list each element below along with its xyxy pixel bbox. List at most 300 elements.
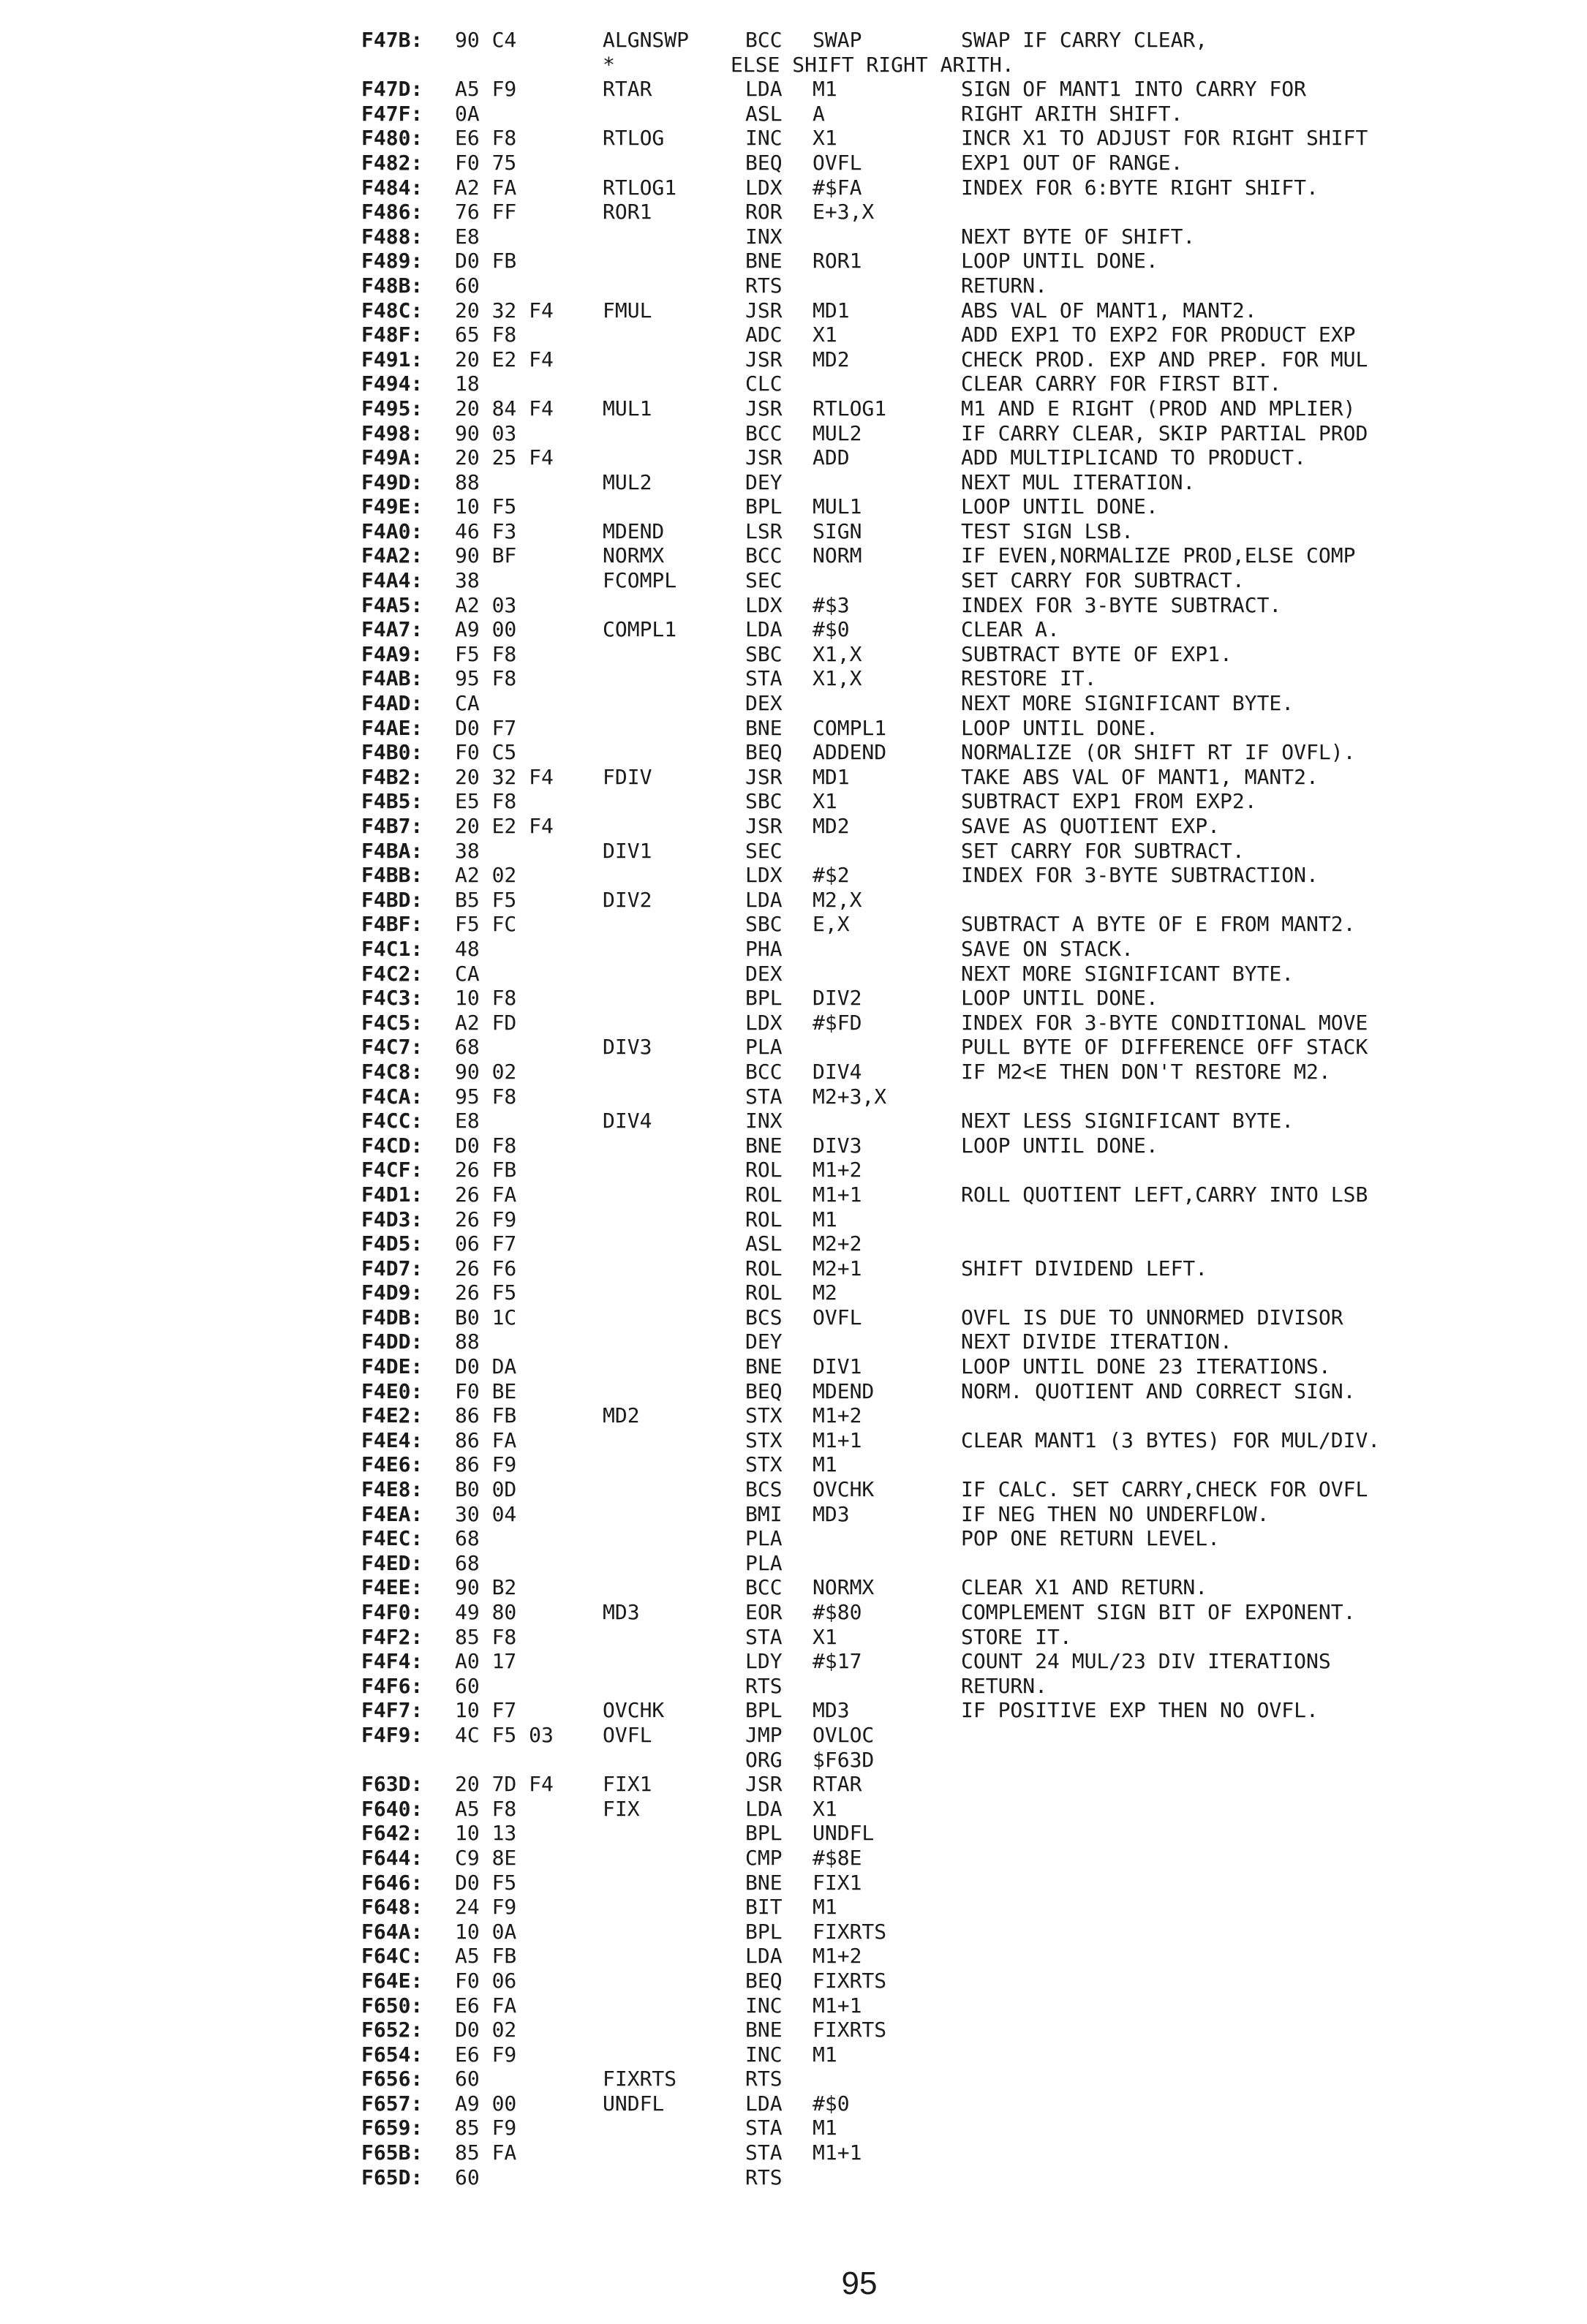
address: F48C: xyxy=(361,298,423,322)
operand: OVCHK xyxy=(813,1477,875,1502)
listing-line xyxy=(361,1182,1502,1207)
operand: NORM xyxy=(813,543,862,568)
object-code: 0A xyxy=(455,101,480,126)
object-code: 26 FA xyxy=(455,1182,517,1207)
object-code: D0 F5 xyxy=(455,1870,517,1895)
listing-line xyxy=(361,593,1502,618)
address: F646: xyxy=(361,1870,423,1895)
object-code: A9 00 xyxy=(455,617,517,642)
object-code: 49 80 xyxy=(455,1600,517,1624)
listing-line xyxy=(361,1748,1502,1773)
opcode: BPL xyxy=(745,494,783,519)
comment: IF EVEN,NORMALIZE PROD,ELSE COMP xyxy=(961,543,1356,568)
listing-line xyxy=(361,322,1502,347)
object-code: 88 xyxy=(455,469,480,494)
opcode: JSR xyxy=(745,814,783,838)
operand: #$2 xyxy=(813,863,850,888)
address: F48B: xyxy=(361,273,423,298)
comment: CLEAR X1 AND RETURN. xyxy=(961,1575,1208,1600)
listing-line xyxy=(361,568,1502,593)
object-code: 26 F5 xyxy=(455,1280,517,1305)
opcode: ROL xyxy=(745,1256,783,1280)
address: F4A2: xyxy=(361,543,423,568)
opcode: BPL xyxy=(745,1919,783,1944)
operand: COMPL1 xyxy=(813,715,887,740)
listing-line xyxy=(361,1158,1502,1182)
object-code: 86 FB xyxy=(455,1403,517,1428)
listing-line xyxy=(361,1452,1502,1477)
comment: SAVE AS QUOTIENT EXP. xyxy=(961,814,1221,838)
operand: MUL1 xyxy=(813,494,862,519)
opcode: BNE xyxy=(745,1870,783,1895)
opcode: BEQ xyxy=(745,1378,783,1403)
operand: OVFL xyxy=(813,150,862,175)
operand: DIV3 xyxy=(813,1133,862,1158)
operand: MDEND xyxy=(813,1378,875,1403)
operand: SIGN xyxy=(813,518,862,543)
object-code: A0 17 xyxy=(455,1649,517,1674)
operand: #$FD xyxy=(813,1010,862,1035)
opcode: STA xyxy=(745,666,783,691)
address: F4AE: xyxy=(361,715,423,740)
object-code: 90 BF xyxy=(455,543,517,568)
operand: M2 xyxy=(813,1280,837,1305)
opcode: CMP xyxy=(745,1845,783,1870)
object-code: 68 xyxy=(455,1035,480,1060)
address: F648: xyxy=(361,1895,423,1920)
operand: UNDFL xyxy=(813,1821,875,1846)
object-code: 90 03 xyxy=(455,420,517,445)
listing-line xyxy=(361,863,1502,888)
listing-line xyxy=(361,666,1502,691)
operand: X1 xyxy=(813,789,837,814)
listing-line xyxy=(361,1895,1502,1920)
listing-line xyxy=(361,1109,1502,1133)
source-label: FMUL xyxy=(603,298,652,322)
listing-line xyxy=(361,543,1502,568)
opcode: LDX xyxy=(745,1010,783,1035)
source-label: MUL1 xyxy=(603,396,652,420)
operand: M2+3,X xyxy=(813,1084,887,1109)
object-code: CA xyxy=(455,961,480,986)
source-label: FDIV xyxy=(603,764,652,789)
listing-line xyxy=(361,1011,1502,1035)
address: F49A: xyxy=(361,445,423,470)
object-code: CA xyxy=(455,691,480,716)
object-code: E5 F8 xyxy=(455,789,517,814)
listing-line xyxy=(361,1649,1502,1674)
address: F4F9: xyxy=(361,1722,423,1747)
listing-line xyxy=(361,912,1502,937)
listing-line xyxy=(361,1305,1502,1330)
listing-line xyxy=(361,1600,1502,1625)
opcode: BEQ xyxy=(745,740,783,765)
object-code: 20 7D F4 xyxy=(455,1772,554,1797)
address: F63D: xyxy=(361,1772,423,1797)
operand: X1,X xyxy=(813,641,862,666)
listing-line xyxy=(361,1944,1502,1969)
opcode: ROL xyxy=(745,1280,783,1305)
listing-line xyxy=(361,1133,1502,1158)
address: F4BA: xyxy=(361,838,423,863)
listing-line xyxy=(361,1428,1502,1453)
listing-line xyxy=(361,740,1502,765)
operand: #$17 xyxy=(813,1649,862,1674)
address: F4D3: xyxy=(361,1207,423,1231)
comment: RESTORE IT. xyxy=(961,666,1097,691)
opcode: PLA xyxy=(745,1526,783,1551)
comment: IF M2<E THEN DON'T RESTORE M2. xyxy=(961,1059,1331,1084)
address: F4F6: xyxy=(361,1673,423,1698)
opcode: RTS xyxy=(745,273,783,298)
opcode: ROR xyxy=(745,200,783,225)
address: F4C7: xyxy=(361,1035,423,1060)
opcode: RTS xyxy=(745,1673,783,1698)
listing-line xyxy=(361,1920,1502,1944)
listing-line xyxy=(361,839,1502,864)
object-code: E8 xyxy=(455,1109,480,1133)
address: F650: xyxy=(361,1993,423,2018)
comment: TAKE ABS VAL OF MANT1, MANT2. xyxy=(961,764,1319,789)
address: F4B7: xyxy=(361,814,423,838)
object-code: A2 03 xyxy=(455,592,517,617)
operand: MD3 xyxy=(813,1501,850,1526)
address: F4F0: xyxy=(361,1600,423,1624)
opcode: RTS xyxy=(745,2165,783,2189)
object-code: C9 8E xyxy=(455,1845,517,1870)
opcode: LDA xyxy=(745,1796,783,1821)
address: F4D5: xyxy=(361,1231,423,1256)
operand: #$8E xyxy=(813,1845,862,1870)
object-code: F0 75 xyxy=(455,150,517,175)
source-label: ALGNSWP xyxy=(603,28,690,52)
address: F4D1: xyxy=(361,1182,423,1207)
operand: MD3 xyxy=(813,1698,850,1723)
address: F498: xyxy=(361,420,423,445)
comment: SUBTRACT BYTE OF EXP1. xyxy=(961,641,1232,666)
object-code: 90 02 xyxy=(455,1059,517,1084)
comment: LOOP UNTIL DONE. xyxy=(961,249,1158,273)
operand: ROR1 xyxy=(813,249,862,273)
opcode: BCS xyxy=(745,1477,783,1502)
address: F4CA: xyxy=(361,1084,423,1109)
listing-line xyxy=(361,1526,1502,1551)
source-label: COMPL1 xyxy=(603,617,677,642)
listing-line xyxy=(361,691,1502,716)
object-code: 26 F6 xyxy=(455,1256,517,1280)
opcode: RTS xyxy=(745,2067,783,2091)
listing-line xyxy=(361,347,1502,372)
listing-line xyxy=(361,1821,1502,1846)
address: F4CC: xyxy=(361,1109,423,1133)
source-label: DIV1 xyxy=(603,838,652,863)
operand: DIV4 xyxy=(813,1059,862,1084)
object-code: 68 xyxy=(455,1526,480,1551)
operand: SWAP xyxy=(813,28,862,52)
address: F640: xyxy=(361,1796,423,1821)
address: F64E: xyxy=(361,1968,423,1993)
opcode: BNE xyxy=(745,715,783,740)
operand: MD1 xyxy=(813,764,850,789)
opcode: ROL xyxy=(745,1182,783,1207)
opcode: STA xyxy=(745,2140,783,2165)
address: F65B: xyxy=(361,2140,423,2165)
address: F484: xyxy=(361,175,423,200)
address: F64A: xyxy=(361,1919,423,1944)
opcode: BPL xyxy=(745,1698,783,1723)
comment: TEST SIGN LSB. xyxy=(961,518,1134,543)
object-code: 38 xyxy=(455,568,480,593)
operand: MD1 xyxy=(813,298,850,322)
listing-line xyxy=(361,1477,1502,1502)
comment: NORMALIZE (OR SHIFT RT IF OVFL). xyxy=(961,740,1356,765)
object-code: 06 F7 xyxy=(455,1231,517,1256)
opcode: ROL xyxy=(745,1207,783,1231)
listing-line xyxy=(361,888,1502,913)
listing-line xyxy=(361,1403,1502,1428)
comment: STORE IT. xyxy=(961,1624,1072,1649)
listing-line xyxy=(361,716,1502,741)
operand: M1+2 xyxy=(813,1944,862,1969)
object-code: A5 F8 xyxy=(455,1796,517,1821)
comment: IF CARRY CLEAR, SKIP PARTIAL PROD xyxy=(961,420,1368,445)
listing-line xyxy=(361,1674,1502,1699)
opcode: STA xyxy=(745,1624,783,1649)
opcode: LDA xyxy=(745,1944,783,1969)
address: F644: xyxy=(361,1845,423,1870)
opcode: CLC xyxy=(745,371,783,396)
object-code: 90 C4 xyxy=(455,28,517,52)
operand: FIXRTS xyxy=(813,2018,887,2042)
opcode: SBC xyxy=(745,641,783,666)
opcode: ADC xyxy=(745,322,783,347)
address: F489: xyxy=(361,249,423,273)
object-code: 4C F5 03 xyxy=(455,1722,554,1747)
address: F482: xyxy=(361,150,423,175)
address: F4EA: xyxy=(361,1501,423,1526)
address: F659: xyxy=(361,2116,423,2140)
operand: X1 xyxy=(813,322,837,347)
listing-line xyxy=(361,1871,1502,1895)
address: F4BD: xyxy=(361,887,423,912)
comment: CLEAR A. xyxy=(961,617,1060,642)
address: F4CF: xyxy=(361,1158,423,1182)
listing-line xyxy=(361,421,1502,446)
opcode: LSR xyxy=(745,518,783,543)
operand: E+3,X xyxy=(813,200,875,225)
opcode: BNE xyxy=(745,249,783,273)
object-code: A5 FB xyxy=(455,1944,517,1969)
operand: X1 xyxy=(813,126,837,151)
source-label: MD3 xyxy=(603,1600,640,1624)
comment: NEXT DIVIDE ITERATION. xyxy=(961,1329,1232,1354)
opcode: BEQ xyxy=(745,1968,783,1993)
address: F47B: xyxy=(361,28,423,52)
operand: M1 xyxy=(813,1895,837,1920)
listing-line xyxy=(361,789,1502,814)
opcode: BNE xyxy=(745,1354,783,1379)
comment: LOOP UNTIL DONE. xyxy=(961,494,1158,519)
comment: INCR X1 TO ADJUST FOR RIGHT SHIFT xyxy=(961,126,1368,151)
address: F4C5: xyxy=(361,1010,423,1035)
source-label: ROR1 xyxy=(603,200,652,225)
operand: MD2 xyxy=(813,814,850,838)
object-code: 85 FA xyxy=(455,2140,517,2165)
address: F4A4: xyxy=(361,568,423,593)
operand: MD2 xyxy=(813,347,850,371)
operand: #$3 xyxy=(813,592,850,617)
address: F4C8: xyxy=(361,1059,423,1084)
address: F47F: xyxy=(361,101,423,126)
opcode: LDA xyxy=(745,617,783,642)
listing-line xyxy=(361,642,1502,667)
page-number: 95 xyxy=(841,2265,878,2301)
operand: M2,X xyxy=(813,887,862,912)
opcode: INX xyxy=(745,1109,783,1133)
opcode: PLA xyxy=(745,1550,783,1575)
source-label: RTLOG xyxy=(603,126,665,151)
operand: OVFL xyxy=(813,1305,862,1329)
operand: M1 xyxy=(813,1452,837,1477)
comment: INDEX FOR 3-BYTE CONDITIONAL MOVE xyxy=(961,1010,1368,1035)
comment: SAVE ON STACK. xyxy=(961,936,1134,961)
object-code: E8 xyxy=(455,224,480,249)
address: F642: xyxy=(361,1821,423,1846)
object-code: B0 0D xyxy=(455,1477,517,1502)
listing-line xyxy=(361,298,1502,323)
listing-line xyxy=(361,494,1502,519)
opcode: JSR xyxy=(745,298,783,322)
operand: M1+2 xyxy=(813,1158,862,1182)
comment: RIGHT ARITH SHIFT. xyxy=(961,101,1183,126)
listing-line xyxy=(361,2091,1502,2116)
listing-line xyxy=(361,371,1502,396)
opcode: DEX xyxy=(745,691,783,716)
address: F4E4: xyxy=(361,1427,423,1452)
operand: M1 xyxy=(813,77,837,102)
object-code: E6 FA xyxy=(455,1993,517,2018)
address: F4BB: xyxy=(361,863,423,888)
listing-line xyxy=(361,2116,1502,2140)
listing-line xyxy=(361,200,1502,225)
opcode: BCS xyxy=(745,1305,783,1329)
address: F4A0: xyxy=(361,518,423,543)
operand: A xyxy=(813,101,825,126)
operand: ADD xyxy=(813,445,850,470)
operand: M1 xyxy=(813,2116,837,2140)
address: F4BF: xyxy=(361,912,423,937)
comment: EXP1 OUT OF RANGE. xyxy=(961,150,1183,175)
opcode: STA xyxy=(745,2116,783,2140)
address: F491: xyxy=(361,347,423,371)
listing-line xyxy=(361,1231,1502,1256)
listing-line xyxy=(361,1280,1502,1305)
listing-line xyxy=(361,1625,1502,1650)
address: F480: xyxy=(361,126,423,151)
listing-line xyxy=(361,126,1502,151)
operand: E,X xyxy=(813,912,850,937)
address: F47D: xyxy=(361,77,423,102)
opcode: BCC xyxy=(745,420,783,445)
object-code: 86 F9 xyxy=(455,1452,517,1477)
operand: DIV1 xyxy=(813,1354,862,1379)
opcode: JSR xyxy=(745,347,783,371)
comment: RETURN. xyxy=(961,1673,1048,1698)
object-code: F0 C5 xyxy=(455,740,517,765)
comment: CLEAR CARRY FOR FIRST BIT. xyxy=(961,371,1282,396)
object-code: 10 13 xyxy=(455,1821,517,1846)
operand: X1,X xyxy=(813,666,862,691)
comment: RETURN. xyxy=(961,273,1048,298)
comment: INDEX FOR 3-BYTE SUBTRACTION. xyxy=(961,863,1319,888)
opcode: DEX xyxy=(745,961,783,986)
address: F49D: xyxy=(361,469,423,494)
address: F4AD: xyxy=(361,691,423,716)
source-label: FIX1 xyxy=(603,1772,652,1797)
operand: NORMX xyxy=(813,1575,875,1600)
listing-line xyxy=(361,962,1502,986)
source-label: MUL2 xyxy=(603,469,652,494)
comment: IF NEG THEN NO UNDERFLOW. xyxy=(961,1501,1270,1526)
address: F65D: xyxy=(361,2165,423,2189)
object-code: 38 xyxy=(455,838,480,863)
source-label: FCOMPL xyxy=(603,568,677,593)
object-code: D0 FB xyxy=(455,249,517,273)
source-label: RTAR xyxy=(603,77,652,102)
listing-line xyxy=(361,1551,1502,1576)
comment: LOOP UNTIL DONE. xyxy=(961,1133,1158,1158)
object-code: 10 0A xyxy=(455,1919,517,1944)
address: F4E2: xyxy=(361,1403,423,1428)
address: F4B5: xyxy=(361,789,423,814)
opcode: STX xyxy=(745,1427,783,1452)
object-code: 26 FB xyxy=(455,1158,517,1182)
source-label: DIV4 xyxy=(603,1109,652,1133)
object-code: 60 xyxy=(455,273,480,298)
source-label: FIX xyxy=(603,1796,640,1821)
opcode: STX xyxy=(745,1403,783,1428)
operand: M1+1 xyxy=(813,2140,862,2165)
listing-line xyxy=(361,1969,1502,1993)
operand: $F63D xyxy=(813,1747,875,1772)
listing-line xyxy=(361,77,1502,102)
opcode: LDX xyxy=(745,592,783,617)
opcode: INC xyxy=(745,2042,783,2067)
object-code: D0 DA xyxy=(455,1354,517,1379)
object-code: 76 FF xyxy=(455,200,517,225)
comment: NORM. QUOTIENT AND CORRECT SIGN. xyxy=(961,1378,1356,1403)
source-label: OVFL xyxy=(603,1722,652,1747)
listing-line xyxy=(361,1035,1502,1060)
operand: M1+1 xyxy=(813,1993,862,2018)
opcode: PHA xyxy=(745,936,783,961)
object-code: E6 F9 xyxy=(455,2042,517,2067)
comment: CHECK PROD. EXP AND PREP. FOR MUL xyxy=(961,347,1368,371)
object-code: 65 F8 xyxy=(455,322,517,347)
object-code: D0 F8 xyxy=(455,1133,517,1158)
address: F4C3: xyxy=(361,986,423,1011)
listing-line xyxy=(361,2165,1502,2190)
address: F49E: xyxy=(361,494,423,519)
address: F486: xyxy=(361,200,423,225)
listing-line xyxy=(361,53,1502,78)
comment: LOOP UNTIL DONE. xyxy=(961,986,1158,1011)
listing-line xyxy=(361,1084,1502,1109)
comment: SIGN OF MANT1 INTO CARRY FOR xyxy=(961,77,1307,102)
operand: #$FA xyxy=(813,175,862,200)
comment: SWAP IF CARRY CLEAR, xyxy=(961,28,1208,52)
opcode: JSR xyxy=(745,445,783,470)
